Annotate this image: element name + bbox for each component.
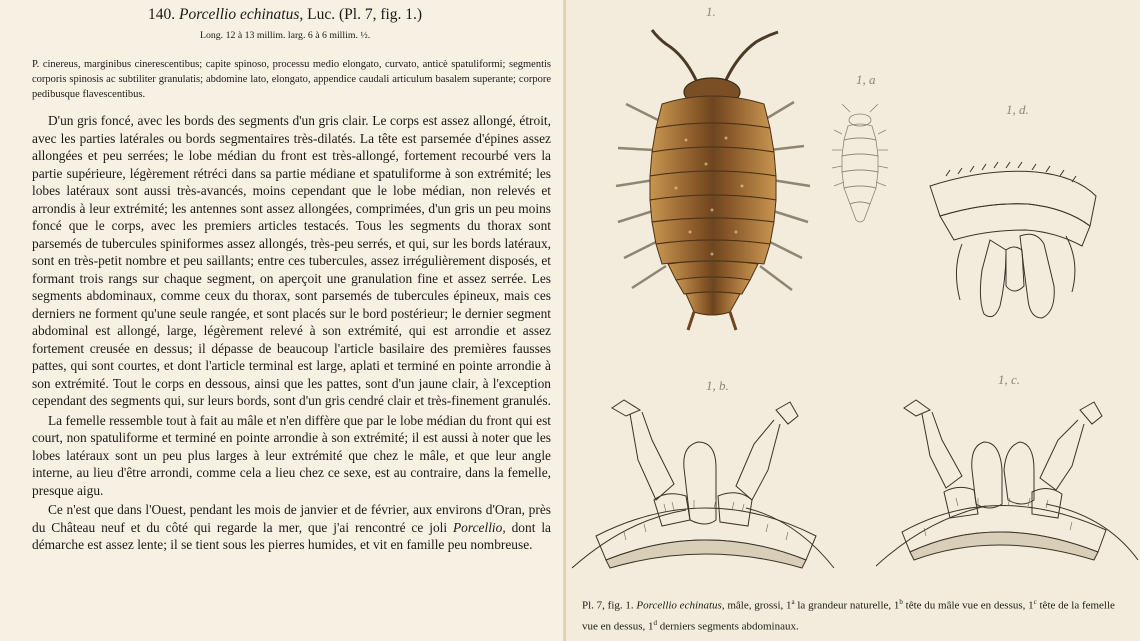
- label-fig1c: 1, c.: [998, 372, 1021, 387]
- abdominal-segments-drawing: [930, 162, 1096, 318]
- caption-text-1: mâle, grossi, 1: [727, 599, 792, 612]
- caption-text-4: 1: [1028, 599, 1034, 612]
- caption-sup-d: d: [653, 618, 657, 627]
- title-species: Porcellio echinatus,: [179, 6, 304, 23]
- plate-page: [566, 0, 1140, 641]
- caption-plate-ref: Pl. 7, fig. 1.: [582, 599, 634, 612]
- caption-sup-a: a: [791, 598, 795, 606]
- caption-species: Porcellio echinatus,: [636, 599, 725, 612]
- label-fig1b: 1, b.: [706, 378, 729, 393]
- caption-text-5: tête de la femelle vue en dessus, 1: [582, 599, 1115, 633]
- title-reference: Luc. (Pl. 7, fig. 1.): [307, 6, 423, 23]
- female-head-drawing: [876, 400, 1138, 566]
- caption-sup-b: b: [899, 598, 903, 606]
- caption-text-2: la grandeur naturelle, 1: [797, 599, 900, 612]
- label-fig1a: 1, a: [856, 72, 876, 87]
- caption-text-3: tête du mâle vue en dessus,: [905, 599, 1026, 612]
- latin-diagnosis: P. cinereus, marginibus cinerescentibus; capite spinoso, processu medio elongato, curvato, anticè spatuliformi; segmentis corporis spinosis ac subtiliter granulatis; abdomine lato, elongato, appendice caudali articulum basalem superante; corpore pedibusque flavescentibus.: [32, 59, 551, 100]
- plate-illustrations: [566, 0, 1140, 641]
- habitat-text-b: dont la démarche est assez lente; il se tient sous les pierres humides, et vit en famille peu nombreuse.: [32, 519, 551, 552]
- plate-caption: [582, 594, 1126, 635]
- woodlouse-male-enlarged: [616, 30, 810, 330]
- paragraph-male: D'un gris foncé, avec les bords des segments d'un gris clair. Le corps est assez allongé, étroit, avec les parties latérales ou bords segmentaires très-dilatés. La tête est parsemée d'épines assez allongées et peu serrées; le lobe médian du front est très-allongé, fortement recourbé vers la partie supérieure, légèrement rétréci dans sa partie médiane et spatuliforme à son extrémité; les lobes latéraux sont aussi très-avancés, moins cependant que le lobe médian, non relevés et arrondis à leur extrémité; les antennes sont assez allongées, comprimées, d'un gris un peu moins foncé que le corps, avec les premiers articles testacés. Tous les segments du thorax sont parsemés de tubercules spiniformes assez allongés, très-peu serrés, et qui, sur les bords latéraux, sont en très-petit nombre et peu saillants; entre ces tubercules, assez irrégulièrement disposés, et formant trois rangs sur chaque segment, on aperçoit une granulation fine et assez serrée. Les segments abdominaux, comme ceux du thorax, sont parsemés de tubercules épineux, mais ces derniers ne forment qu'une seule rangée, et sont placés sur le bord postérieur; le dernier segment abdominal est allongé, large, légèrement relevé à son extrémité, qui est arrondie et assez fortement creusée en dessus; il dépasse de beaucoup l'article basilaire des premières fausses pattes, qui sont courtes, et dont l'article terminal est large, aplati et terminé en pointe arrondie à son extrémité. Tout le corps en dessous, ainsi que les pattes, sont d'un jaune clair, à l'exception cependant des segments qui, sur leurs bords, sont d'un gris cendré clair et très-finement granulés.: [32, 113, 551, 408]
- woodlouse-natural-size: [832, 104, 888, 222]
- label-fig1: 1.: [706, 4, 716, 19]
- male-head-drawing: [572, 400, 834, 568]
- habitat-genus: Porcellio,: [453, 519, 506, 535]
- paragraph-habitat: [32, 501, 551, 554]
- caption-sup-c: c: [1033, 598, 1037, 606]
- title-number: 140.: [148, 6, 176, 23]
- description-body: [32, 112, 551, 554]
- paragraph-female: La femelle ressemble tout à fait au mâle et n'en diffère que par le lobe médian du front qui est court, non spatuliforme et terminé en pointe arrondie à son extrémité; il est aussi à noter que les lobes latéraux sont un peu plus larges à leur extrémité que chez le mâle, et que leur angle interne, au lieu d'être arrondi, comme cela a lieu chez ce sexe, est au contraire, dans la femelle, presque aigu.: [32, 412, 551, 498]
- species-title: [148, 6, 422, 24]
- measurements: Long. 12 à 13 millim. larg. 6 à 6 millim. ½.: [200, 30, 371, 41]
- text-page: [0, 0, 564, 641]
- label-fig1d: 1, d.: [1006, 102, 1029, 117]
- caption-text-6: derniers segments abdominaux.: [659, 620, 799, 633]
- habitat-text-a: Ce n'est que dans l'Ouest, pendant les mois de janvier et de février, aux environs d'Oran, près du Château neuf et du côté qui regarde la mer, que j'ai rencontré ce joli: [32, 502, 551, 535]
